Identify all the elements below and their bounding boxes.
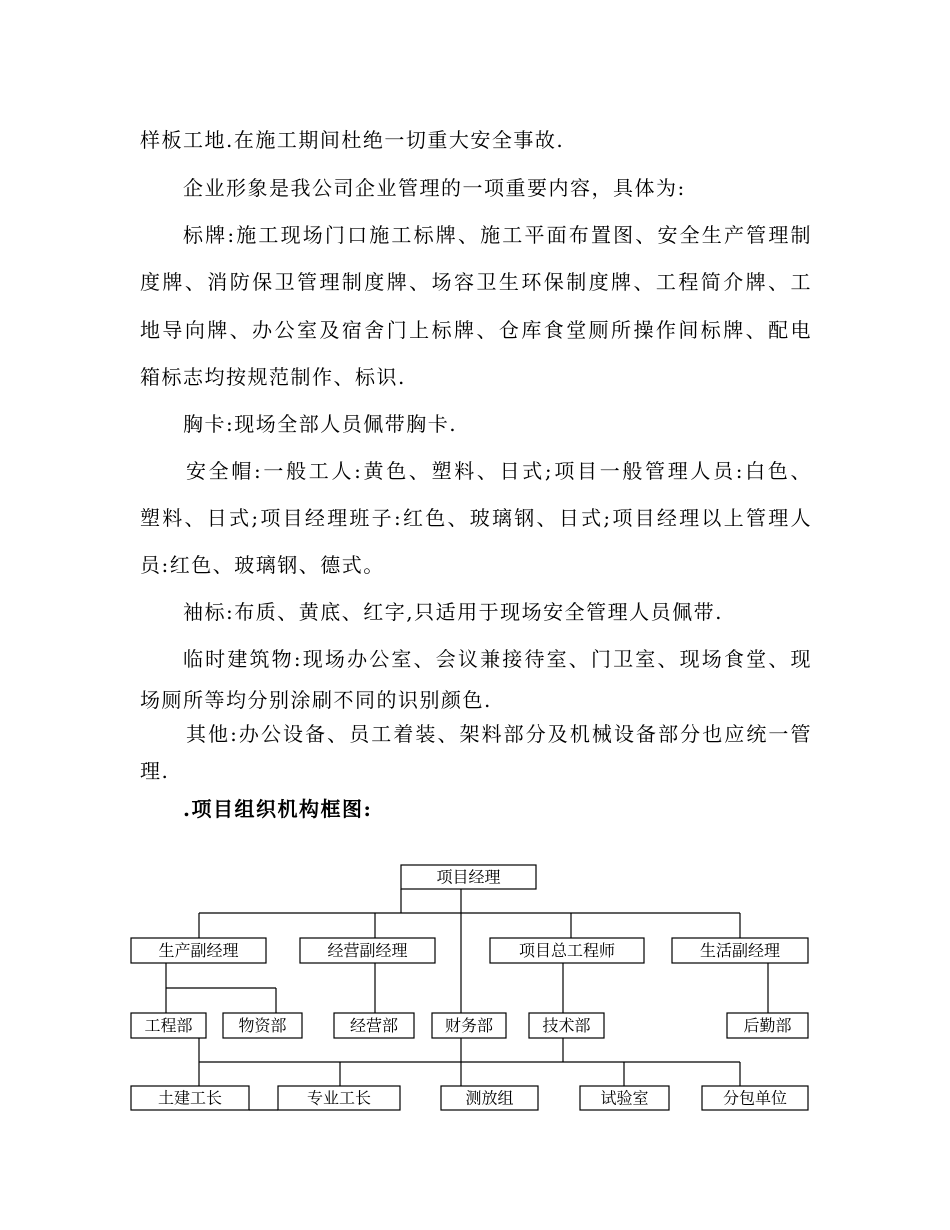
paragraph-line: 样板工地.在施工期间杜绝一切重大安全事故. [140,128,565,152]
org-box-life-deputy [672,938,808,963]
org-box-label: 土建工长 [157,1088,223,1108]
org-box-label: 物资部 [238,1016,287,1035]
org-box-label: 项目总工程师 [518,941,616,960]
org-box-label: 后勤部 [743,1016,792,1035]
org-box-survey-group [441,1086,538,1110]
paragraph-line: 安全帽:一般工人:黄色、塑料、日式;项目一般管理人员:白色、 [186,459,812,483]
org-box-technical-dept [529,1013,604,1038]
paragraph-line: 度牌、消防保卫管理制度牌、场容卫生环保制度牌、工程简介牌、工 [140,270,812,294]
org-box-production-deputy [131,938,266,963]
org-box-engineering-dept [131,1013,206,1038]
org-box-label: 分包单位 [722,1088,788,1108]
org-box-business-dept [334,1013,414,1038]
paragraph-line: 其他:办公设备、员工着装、架料部分及机械设备部分也应统一管 [186,722,812,746]
org-box-materials-dept [223,1013,302,1038]
paragraph-line: 场厕所等均分别涂刷不同的识别颜色. [140,688,492,712]
org-box-label: 生活副经理 [699,941,781,960]
org-chart-connectors [166,889,768,1110]
paragraph-line: 地导向牌、办公室及宿舍门上标牌、仓库食堂厕所操作间标牌、配电 [140,318,812,342]
org-box-test-lab [580,1086,669,1110]
org-box-project-manager [401,865,536,889]
org-box-logistics-dept [727,1013,808,1038]
paragraph-line: 标牌:施工现场门口施工标牌、施工平面布置图、安全生产管理制 [183,223,812,247]
org-box-finance-dept [432,1013,506,1038]
org-box-chief-engineer [490,938,644,963]
paragraph-line: 理. [140,759,170,783]
paragraph-line: 袖标:布质、黄底、红字,只适用于现场安全管理人员佩带. [183,600,723,624]
org-box-label: 测放组 [465,1088,514,1108]
paragraph-line: 塑料、日式;项目经理班子:红色、玻璃钢、日式;项目经理以上管理人 [140,506,812,530]
org-box-civil-foreman [131,1086,249,1110]
org-box-label: 生产副经理 [158,941,239,960]
paragraph-line: 临时建筑物:现场办公室、会议兼接待室、门卫室、现场食堂、现 [183,647,812,671]
paragraph-line: 箱标志均按规范制作、标识. [140,365,406,389]
org-box-label: 经营部 [349,1016,399,1035]
paragraph-line: 员:红色、玻璃钢、德式。 [140,553,385,577]
paragraph-line: 企业形象是我公司企业管理的一项重要内容，具体为: [183,176,686,200]
org-box-label: 试验室 [600,1088,649,1108]
org-box-label: 工程部 [144,1016,193,1035]
org-box-subcontractor [702,1086,808,1110]
org-box-label: 经营副经理 [327,941,408,960]
org-box-label: 项目经理 [436,867,501,887]
paragraph-line: 胸卡:现场全部人员佩带胸卡. [183,412,458,436]
org-box-business-deputy [300,938,435,963]
org-box-label: 专业工长 [306,1088,372,1108]
org-box-specialty-foreman [278,1086,400,1110]
org-box-label: 财务部 [444,1016,494,1035]
section-heading: .项目组织机构框图: [183,797,373,821]
org-box-label: 技术部 [542,1016,591,1035]
